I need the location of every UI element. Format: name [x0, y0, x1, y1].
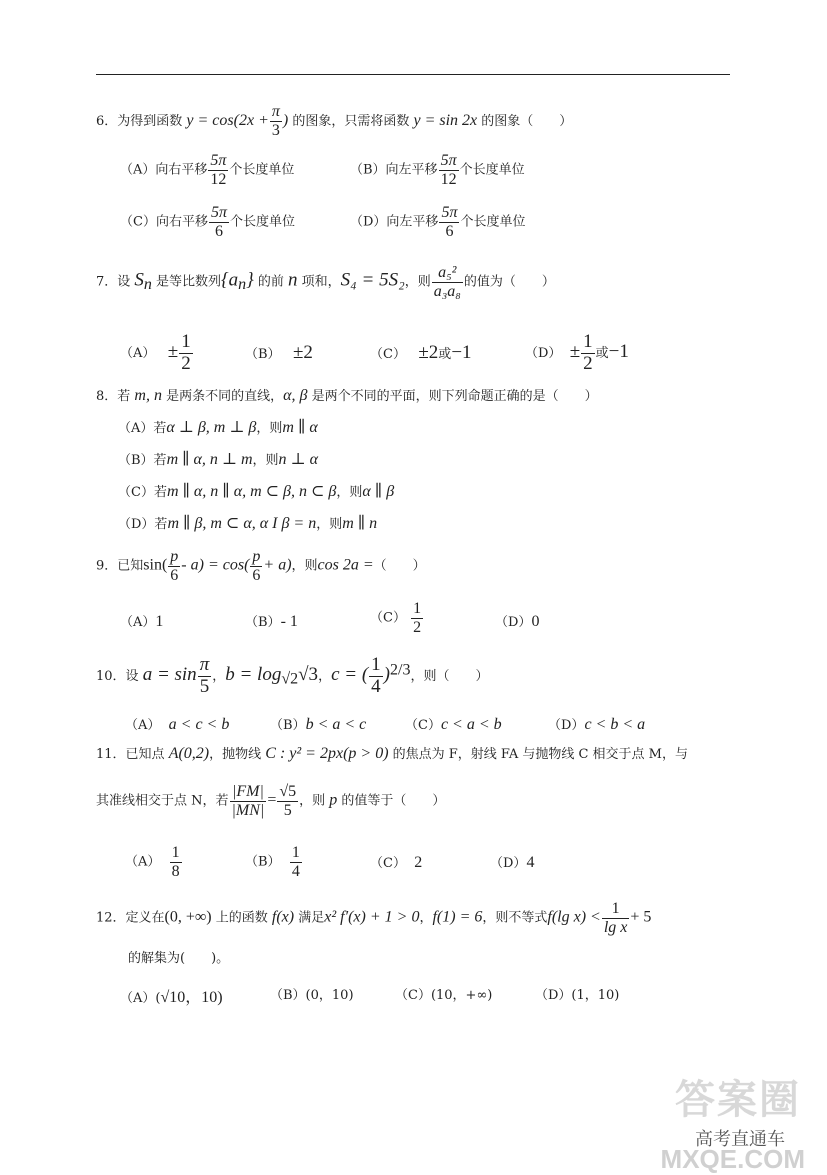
q7-option-b[interactable]: （B） ±2: [245, 342, 313, 363]
q6-option-d[interactable]: （D）向左平移 $\frac{5\pi}{6}$ 个长度单位: [350, 204, 526, 240]
question-11-stem: 11．已知点 A(0,2)，抛物线 C : y² = 2px(p > 0) 的焦点为 F，射线 FA 与抛物线 C 相交于点 M，与: [96, 745, 688, 762]
fraction: $\frac{5\pi}{12}$: [210, 152, 227, 188]
fraction: $\frac{5\pi}{6}$: [441, 204, 458, 240]
fraction: $\frac{1}{2}$: [181, 331, 191, 374]
q12-option-b[interactable]: （B）(0，10): [270, 988, 354, 1003]
q11-option-d[interactable]: （D）4: [490, 854, 535, 871]
fraction: $\frac{1}{8}$: [171, 844, 180, 880]
q7-option-a[interactable]: （A） ± $\frac{1}{2}$: [120, 331, 191, 374]
equation: S₄ = 5S₂: [340, 269, 405, 291]
fraction: $\frac{√5}{5}$: [279, 783, 297, 819]
q11-option-a[interactable]: （A） $\frac{1}{8}$: [125, 844, 180, 880]
fraction: $\frac{\text{a₅²}}{\text{a₃a₈}}$: [433, 264, 461, 300]
q6-option-c[interactable]: （C）向右平移 $\frac{5\pi}{6}$ 个长度单位: [120, 204, 295, 240]
fraction: $\frac{p}{6}$: [252, 548, 261, 584]
question-7-stem: 7．设 $S_n$ 是等比数列$\{a_n\}$ 的前 n 项和，S₄ = 5S₂，则 $\frac{\text{a₅²}}{\text{a₃a₈}}$ 的值为（ ）: [96, 264, 555, 300]
q10-option-c[interactable]: （C）c < a < b: [405, 716, 502, 733]
question-12-stem-continued: 的解集为( )。: [128, 951, 230, 966]
q8-option-d[interactable]: （D）若m ∥ β, m ⊂ α, α I β = n，则m ∥ n: [118, 515, 378, 532]
q9-option-d[interactable]: （D）0: [495, 613, 540, 630]
watermark-site: 高考直通车: [695, 1129, 785, 1149]
question-9-stem: 9．已知sin( $\frac{p}{6}$ - a) = cos( $\frac{p}{6}$ + a)，则cos 2a =（ ）: [96, 548, 426, 584]
question-8-stem: 8．若 m, n 是两条不同的直线，α, β 是两个不同的平面，则下列命题正确的是（ ）: [96, 387, 598, 404]
fraction: $\frac{1}{4}$: [291, 844, 300, 880]
fraction: $\frac{5\pi}{6}$: [210, 204, 227, 240]
q12-option-a[interactable]: （A）(√10，10): [120, 989, 223, 1006]
watermark-logo: 答案圈: [675, 1078, 801, 1122]
fraction: $\frac{5\pi}{12}$: [440, 152, 457, 188]
question-10-stem: 10．设 a = sin $\frac{\pi}{5}$ ，$b = \log_{√2}√3$，c = ( $\frac{1}{4}$ )$^{2/3}$，则（ ）: [96, 654, 489, 697]
q8-option-b[interactable]: （B）若m ∥ α, n ⊥ m，则n ⊥ α: [118, 451, 318, 468]
watermark-url: MXQE.COM: [660, 1144, 805, 1174]
q9-option-b[interactable]: （B）- 1: [245, 613, 298, 630]
function-2: y = sin 2x: [413, 111, 478, 129]
q7-option-d[interactable]: （D） ± $\frac{1}{2}$ 或−1: [525, 331, 629, 374]
q9-option-a[interactable]: （A）1: [120, 613, 164, 630]
q8-option-c[interactable]: （C）若m ∥ α, n ∥ α, m ⊂ β, n ⊂ β，则α ∥ β: [118, 483, 395, 500]
q10-option-a[interactable]: （A） a < c < b: [125, 716, 230, 733]
fraction: $\frac{\pi}{5}$: [199, 654, 210, 697]
watermark: [659, 1078, 809, 1174]
q6-option-a[interactable]: （A）向右平移 $\frac{5\pi}{12}$ 个长度单位: [120, 152, 295, 188]
fraction: $\frac{1}{\text{lg x}}$: [603, 900, 628, 936]
q11-option-c[interactable]: （C） 2: [370, 854, 423, 871]
fraction: $\frac{1}{2}$: [583, 331, 593, 374]
fraction: $\frac{\pi}{3}$: [271, 103, 280, 139]
q10-option-b[interactable]: （B）b < a < c: [270, 716, 367, 733]
fraction: $\frac{1}{4}$: [371, 654, 381, 697]
q7-option-c[interactable]: （C） ±2或−1: [370, 342, 472, 363]
q12-option-d[interactable]: （D）(1，10): [535, 988, 620, 1003]
q11-option-b[interactable]: （B） $\frac{1}{4}$: [245, 844, 300, 880]
fraction: $\frac{|FM|}{|MN|}$: [231, 783, 265, 819]
function-1: y = cos(2x + $\frac{\pi}{3}$ ): [186, 103, 289, 139]
question-6-stem: 6．为得到函数 y = cos(2x + $\frac{\pi}{3}$ ) 的图象，只需将函数 y = sin 2x 的图象（ ）: [96, 103, 573, 139]
header-rule: [96, 74, 730, 75]
fraction: $\frac{1}{2}$: [413, 600, 422, 636]
q9-option-c[interactable]: （C） $\frac{1}{2}$: [370, 600, 422, 636]
q8-option-a[interactable]: （A）若α ⊥ β, m ⊥ β，则m ∥ α: [118, 419, 318, 436]
fraction: $\frac{p}{6}$: [170, 548, 179, 584]
question-12-stem: 12．定义在(0, +∞) 上的函数 f(x) 满足x² f′(x) + 1 > 0，f(1) = 6，则不等式f(lg x) < $\frac{1}{\text{lg x}}$ + 5: [96, 900, 652, 936]
q6-option-b[interactable]: （B）向左平移 $\frac{5\pi}{12}$ 个长度单位: [350, 152, 525, 188]
q10-option-d[interactable]: （D）c < b < a: [548, 716, 646, 733]
question-11-stem-continued: 其准线相交于点 N，若 $\frac{|FM|}{|MN|}$ = $\frac{√5}{5}$ ，则 p 的值等于（ ）: [96, 783, 446, 819]
q12-option-c[interactable]: （C）(10，+∞): [395, 988, 493, 1003]
